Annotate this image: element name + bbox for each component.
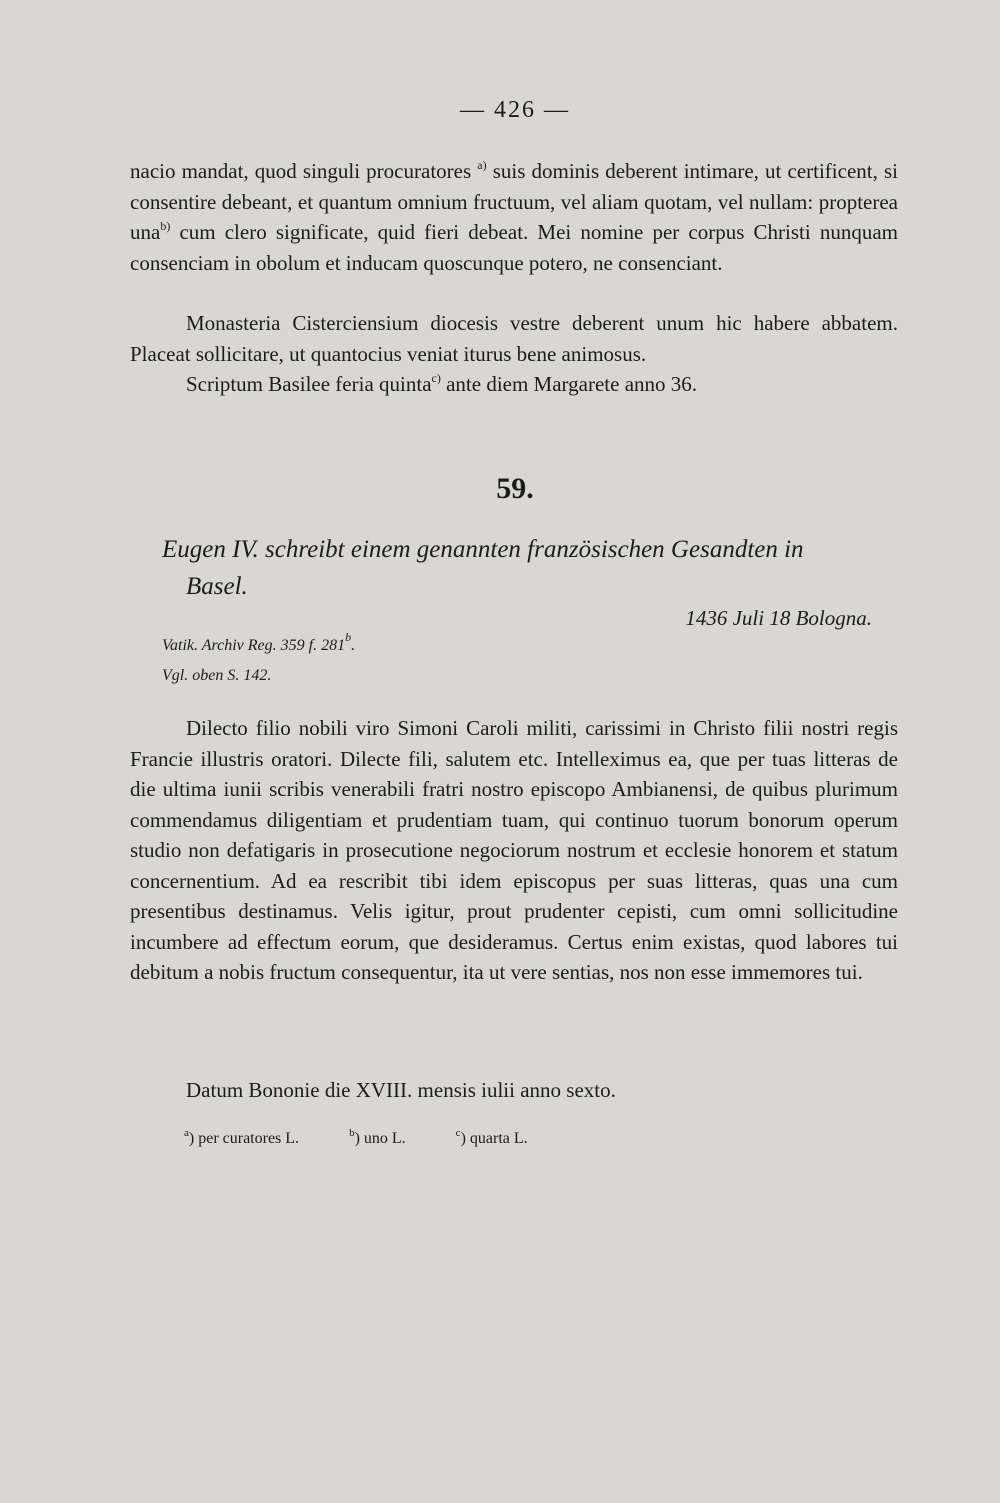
paragraph-monasteria: Monasteria Cisterciensium diocesis vestre deberent unum hic habere abbatem. Placeat sollicitare, ut quantocius veniat iturus bene animosus. <box>130 311 898 366</box>
text-run: suis dominis deberent intimare, ut certificent, si consentire debeant, et quantum omnium fructuum, vel aliam quotam, vel nullam: propterea una <box>130 159 898 244</box>
text-run: cum clero significate, quid fieri debeat. Mei nomine per corpus Christi nunquam consenciam in obolum et inducam quoscunque potero, ne consenciant. <box>130 220 898 275</box>
footnote-b <box>349 1127 406 1148</box>
document-number: 59. <box>496 472 534 505</box>
footnote-text: ) per curatores L. <box>188 1130 300 1147</box>
footnote-mark: c <box>455 1127 461 1139</box>
paragraph-scriptum <box>130 369 898 400</box>
source-sup: b <box>345 630 352 644</box>
page-number: — 426 — <box>460 97 570 123</box>
footnote-ref-c: c) <box>431 371 441 385</box>
source-text: Vatik. Archiv Reg. 359 f. 281 <box>162 637 346 654</box>
heading-continuation: Basel. <box>186 573 248 600</box>
footnotes <box>184 1127 528 1148</box>
footnote-ref-b: b) <box>160 219 171 233</box>
document-date: 1436 Juli 18 Bologna. <box>685 606 872 630</box>
text-run: ante diem Margarete anno 36. <box>440 372 698 396</box>
document-closing: Datum Bononie die XVIII. mensis iulii anno sexto. <box>186 1078 616 1102</box>
text-run: Scriptum Basilee feria quinta <box>186 372 432 396</box>
footnote-c <box>455 1127 528 1148</box>
footnote-text: ) quarta L. <box>460 1130 528 1147</box>
heading-line: Eugen IV. schreibt einem genannten französischen Gesandten in <box>162 536 804 563</box>
footnote-ref-a: a) <box>477 158 487 172</box>
document-body: Dilecto filio nobili viro Simoni Caroli militi, carissimi in Christo filii nostri regis Francie illustris oratori. Dilecte fili, salutem etc. Intelleximus ea, que per tuas litteras de die ultima iunii scribis venerabili fratri nostro episcopo Ambianensi, de quibus plurimum commendamus diligentiam et prudentiam tuam, qui continuo tuorum bonorum operum studio non defatigaris in prosecutione negociorum nostrum et ecclesie honorem et statum concernentium. Ad ea rescribit tibi idem episcopus per suas litteras, quas una cum presentibus destinamus. Velis igitur, prout prudenter cepisti, cum omni sollicitudine incumbere ad effectum eorum, que desideramus. Certus enim existas, quod labores tui debitum a nobis fructum consequentur, ita ut vere sentias, nos non esse immemores tui. <box>130 716 898 984</box>
footnote-mark: a <box>184 1127 189 1139</box>
footnote-a <box>184 1127 300 1148</box>
footnote-text: ) uno L. <box>354 1130 406 1147</box>
paragraph-continued <box>130 156 898 278</box>
cross-reference: Vgl. oben S. 142. <box>162 667 272 684</box>
source-text: . <box>351 637 356 654</box>
text-run: nacio mandat, quod singuli procuratores <box>130 159 478 183</box>
document-heading <box>162 531 902 605</box>
source-reference <box>162 630 356 658</box>
footnote-mark: b <box>349 1127 355 1139</box>
